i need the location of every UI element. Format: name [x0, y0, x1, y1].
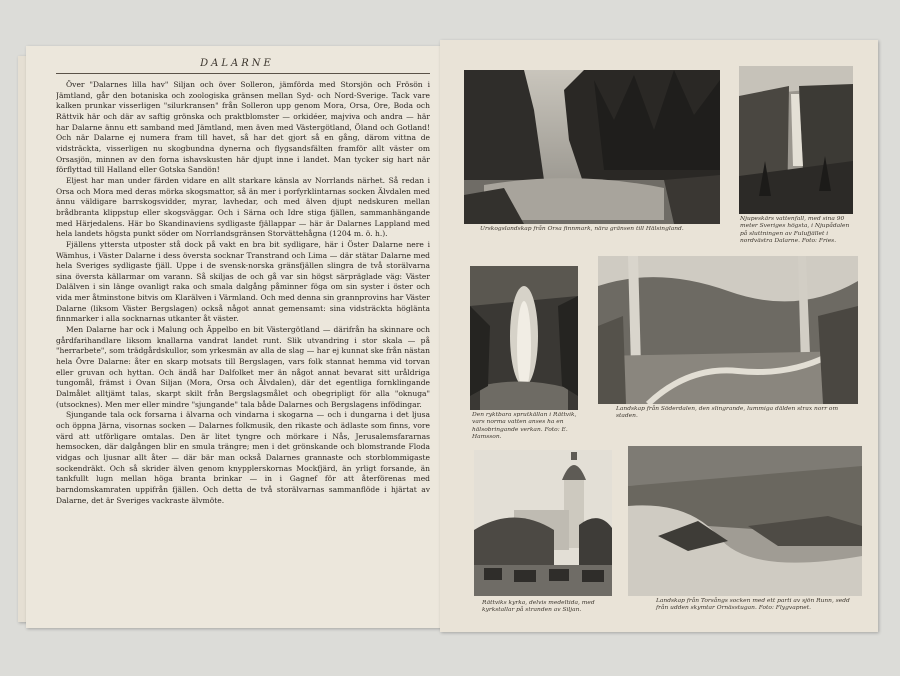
- paragraph: Över "Dalarnes lilla hav" Siljan och över Solleron, jämförda med Storsjön och Frösön i Jämtland, går den botaniska och zoologiska gränsen mellan Syd- och Nord-Sverige. Tack vare kalken prunkar visserligen "silurkransen" från Solleron upp genom Mora, Orsa, Ore, Boda och Rättvik här och där av saftig grönska och praktblomster — orkidéer, majviva och andra — här har Dalarne ännu ett samband med Jämtland, men även med Västergötland, Öland och Gotland! Och när Dalarne ej numera fram till havet, så har det gjort så en gång, därom vittna de vidsträckta, visserligen nu skogbundna dynerna och flygsandsfälten framför allt väster om Orsasjön, minnen av den forna ishavskusten här djupt inne i landet. Man tycker sig hart när förflyttad till Halland eller Gotska Sandön!: [56, 80, 430, 175]
- photo-boda-spring: [470, 266, 578, 410]
- left-page: [26, 46, 448, 628]
- right-page: [440, 40, 878, 632]
- article-body: [56, 80, 430, 620]
- paragraph: Fjällens yttersta utposter stå dock på vakt en bra bit sydligare, här i Öster Dalarne nere i Wämhus, i Väster Dalarne i dess översta socknar Transtrand och Lima — där stätar Dalarne med hela Sveriges sydligaste fjäll. Uppe i de svensk-norska gränsfjällen slingra de två storälvarna sina översta källarmar om varann. Så skiljas de och gå var sin högst särpräglade väg: Väster Dalälven i sin länge ovanligt raka och smala dalgång påminner föga om sin syster i öster och vida mer åtminstone bitvis om Klarälven i Värmland. Och med denna sin grannprovins har Väster Dalarne (liksom Väster Bergslagen) också något annat gemensamt: sina vidsträckta höglänta finnmarker i alla socknarnas utkanter åt väster.: [56, 239, 430, 324]
- photo-rattvik-church: [474, 450, 612, 596]
- photo-soderdalen: [598, 256, 858, 404]
- photo-torsang: [628, 446, 862, 596]
- caption-torsang: Landskap från Torsångs socken med ett parti av sjön Runn, sedd från udden skymtar Ornässtugan. Foto: Flygvapnet.: [656, 598, 850, 612]
- caption-orsa-finnmark: Urskogslandskap från Orsa finnmark, nära gränsen till Hälsingland.: [480, 226, 684, 232]
- paragraph: Men Dalarne har ock i Malung och Äppelbo en bit Västergötland — därifrån ha skinnare och gårdfarihandlare liksom knallarna vandrat landet runt. Slik utvandring i stor skala — på "herrarbete", som trädgårdskullor, som yrkesmän av alla de slag — har ej kunnat ske från nästan hela Övre Dalarne: åter en skarp motsats till Bergslagen, vars folk stannat hemma vid torvan eller gruvan och hyttan. Och ändå har Dalfolket mer än något annat bevarat sitt uråldriga tungomål, främst i Ovan Siljan (Mora, Orsa och Älvdalen), där det egentliga fornklingande Dalmålet alltjämt talas, skarpt skilt från Bergslagsmålet och obegripligt för alla "oknuga" (utsocknes). Men mer eller mindre "sjungande" tala både Dalarnes och Bergslagens infödingar.: [56, 325, 430, 409]
- photo-njupeskar: [739, 66, 853, 214]
- caption-rattvik-church: Rättviks kyrka, delvis medeltida, med kyrkstallar på stranden av Siljan.: [482, 600, 595, 614]
- caption-boda-spring: Den ryktbara sprutkällan i Rättvik, vars norma vatten anses ha en hälsobringande verkan. Foto: E. Hamsson.: [472, 412, 577, 440]
- caption-njupeskar: Njupeskärs vattenfall, med sina 90 meter Sveriges högsta, i Njupådalen på sluttningen av Fulufjället i nordvästra Dalarne. Foto: Fries.: [740, 216, 850, 244]
- caption-soderdalen: Landskap från Söderdalen, den slingrande, lummiga dälden strax norr om staden.: [616, 406, 839, 420]
- paragraph: Eljest har man under färden vidare en allt starkare känsla av Norrlands närhet. Så redan i Orsa och Mora med deras mörka skogsmattor, så än mer i porfyrklintarnas socken Älvdalen med ännu väldigare barrskogsvidder, myrar, lavhedar, och med älven djupt nedskuren mellan brådbranta klippstup eller skogsväggar. Och i Särna och Idre stiga fjällen, sammanhängande med Härjedalens. Här bo Skandinaviens sydligaste fjällappar — här är Dalarnes Lappland med hela landets högsta punkt söder om Norrlandsgränsen Storvättehågna (1204 m. ö. h.).: [56, 175, 430, 239]
- running-header: DALARNE: [200, 58, 274, 69]
- header-rule: [56, 73, 430, 74]
- photo-orsa-finnmark: [464, 70, 720, 224]
- paragraph: Sjungande tala ock forsarna i älvarna och vindarna i skogarna — och i dungarna i det ljusa och öppna Järna, visornas socken — Dalarnes folkmusik, den rikaste och ädlaste som finns, vore värd att utförligare omtalas. Den är litet tyngre och mörkare i Nås, Jerusalemsfararnas hemsocken, där dalgången blir en smula trängre; men i det grönskande och blomstrande Floda vidgas och ljusnar allt åter — där bär man också Dalarnes grannaste och storblommigaste sockendräkt. Och så skrider älven genom knypplerskornas Mockfjärd, än yrligt forsande, än tankfullt lugn mellan höga branta brinkar — in i Gagnef för att återförenas med barndomskamraten uppifrån fjällen. Och detta de två storälvarnas sammanflöde i hjärtat av Dalarne, det är Sveriges vackraste älvmöte.: [56, 410, 430, 505]
